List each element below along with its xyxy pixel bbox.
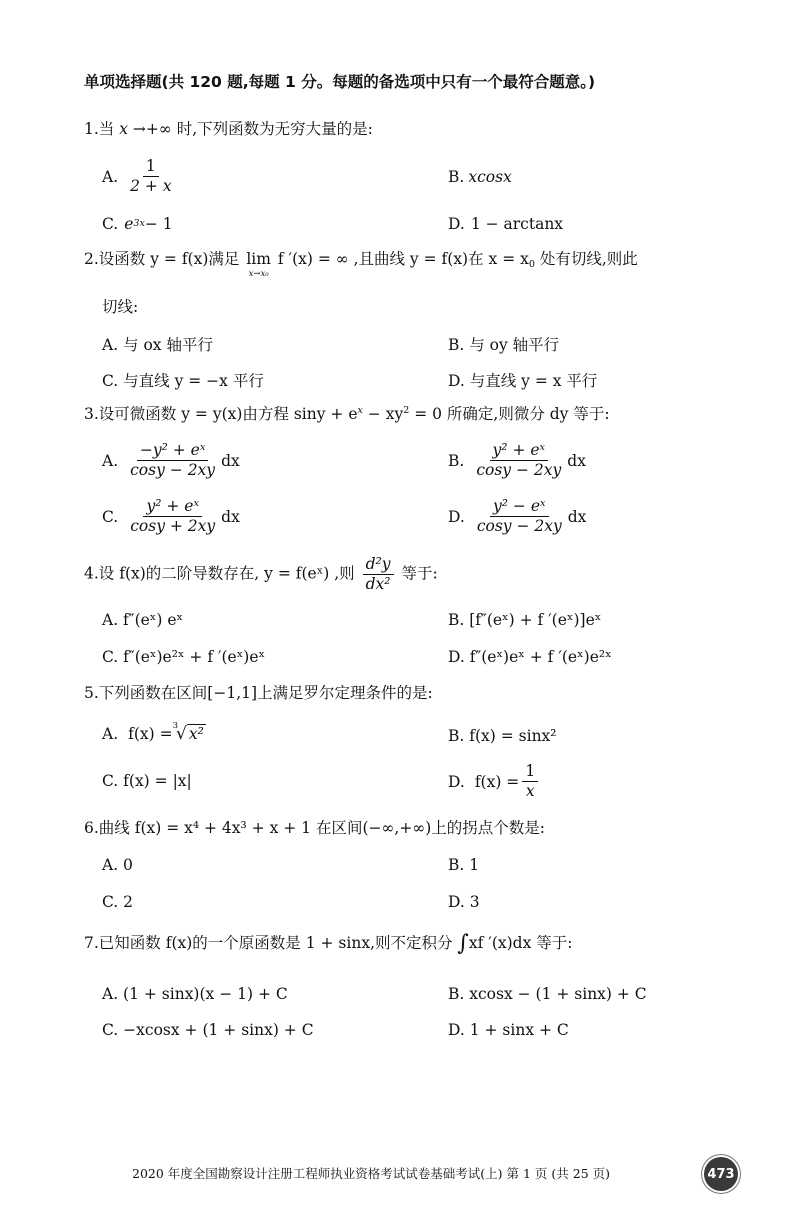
option-a[interactable]: A. f″(eˣ) eˣ <box>102 611 184 629</box>
option-c[interactable]: C. −xcosx + (1 + sinx) + C <box>102 1021 314 1039</box>
option-c[interactable]: C. 2 <box>102 893 134 911</box>
option-a[interactable]: A. f(x) = 3 √ x² <box>102 721 204 744</box>
option-c[interactable]: C. f(x) = |x| <box>102 772 192 790</box>
page-number-badge: 473 <box>704 1157 738 1191</box>
integral-sign-icon: ∫ <box>457 931 469 957</box>
option-d[interactable]: D. 3 <box>448 893 480 911</box>
question-3: 3.设可微函数 y = y(x)由方程 $\sin y + e^x - xy^2 = 0$ 所确定,则微分 dy 等于: <box>84 405 610 423</box>
derivative-fraction: $\frac{\text{d²y}}{\text{dx²}}$ <box>363 556 394 593</box>
option-b[interactable]: B. 1 <box>448 856 480 874</box>
fraction: $\frac{1}{x}$ <box>522 763 538 800</box>
option-b[interactable]: B. $\frac{\text{y² + eˣ}}{\cos y - 2xy}$ dx <box>448 441 586 480</box>
option-d[interactable]: D. 1 + sinx + C <box>448 1021 569 1039</box>
question-number: 1. <box>84 120 99 138</box>
option-d[interactable]: D. 1 − arctanx <box>448 215 564 233</box>
option-c[interactable]: C. f″(eˣ)e²ˣ + f ′(eˣ)eˣ <box>102 648 266 666</box>
fraction: $\frac{\text{y² − eˣ}}{\cos y - 2xy}$ <box>476 497 562 536</box>
option-b[interactable]: B. [f″(eˣ) + f ′(eˣ)]eˣ <box>448 611 602 629</box>
question-number: 4. <box>84 564 99 583</box>
option-c[interactable]: C. $\frac{\text{y² + eˣ}}{\cos y + 2xy}$ dx <box>102 497 240 536</box>
cube-root: 3 √ x² <box>172 721 204 744</box>
question-number: 7. <box>84 934 99 952</box>
question-4: 4.设 f(x)的二阶导数存在, y = f(eˣ) ,则 $\frac{\text{d²y}}{\text{dx²}}$ 等于: <box>84 555 438 594</box>
question-1: 1.当 x →+∞ 时,下列函数为无穷大量的是: <box>84 120 373 138</box>
option-d[interactable]: D. 与直线 y = x 平行 <box>448 372 598 390</box>
option-a[interactable]: A. $\frac{1}{2 + x}$ <box>102 158 178 195</box>
option-d[interactable]: D. f″(eˣ)eˣ + f ′(eˣ)e²ˣ <box>448 648 612 666</box>
radical-sign-icon: √ <box>176 724 187 744</box>
question-number: 6. <box>84 819 99 837</box>
fraction: $\frac{\text{y² + eˣ}}{\cos y - 2xy}$ <box>476 441 562 480</box>
question-2: 2.设函数 y = f(x)满足 lim x→x₀ f ′(x) = ∞ ,且曲线 y = f(x)在 $x = x_0$ 处有切线,则此 <box>84 250 638 280</box>
fraction: $\frac{\text{y² + eˣ}}{\cos y + 2xy}$ <box>130 497 216 536</box>
option-a[interactable]: A. $\frac{\text{−y² + eˣ}}{\cos y - 2xy}$ dx <box>102 441 240 480</box>
option-b[interactable]: B. xcosx <box>448 168 512 186</box>
question-7: 7.已知函数 f(x)的一个原函数是 1 + sinx,则不定积分 ∫xf ′(x)dx 等于: <box>84 931 573 957</box>
option-c[interactable]: C. 与直线 y = −x 平行 <box>102 372 264 390</box>
section-heading: 单项选择题(共 120 题,每题 1 分。每题的备选项中只有一个最符合题意。) <box>84 73 596 91</box>
question-number: 2. <box>84 250 99 268</box>
option-a[interactable]: A. 与 ox 轴平行 <box>102 336 213 354</box>
option-d[interactable]: D. f(x) = $\frac{1}{x}$ <box>448 763 541 800</box>
limit-operator: lim x→x₀ <box>246 250 271 280</box>
option-b[interactable]: B. 与 oy 轴平行 <box>448 336 560 354</box>
question-5: 5.下列函数在区间[−1,1]上满足罗尔定理条件的是: <box>84 684 433 702</box>
question-6: 6.曲线 f(x) = x⁴ + 4x³ + x + 1 在区间(−∞,+∞)上的拐点个数是: <box>84 819 546 837</box>
option-b[interactable]: B. f(x) = sinx² <box>448 727 557 745</box>
question-number: 3. <box>84 405 99 423</box>
option-d[interactable]: D. $\frac{\text{y² − eˣ}}{\cos y - 2xy}$ dx <box>448 497 587 536</box>
question-number: 5. <box>84 684 99 702</box>
fraction: $\frac{\text{−y² + eˣ}}{\cos y - 2xy}$ <box>130 441 216 480</box>
option-a[interactable]: A. 0 <box>102 856 133 874</box>
question-2-continuation: 切线: <box>102 298 139 316</box>
option-b[interactable]: B. xcosx − (1 + sinx) + C <box>448 985 647 1003</box>
page-footer: 2020 年度全国勘察设计注册工程师执业资格考试试卷基础考试(上) 第 1 页 (共 25 页) <box>132 1166 610 1181</box>
option-a[interactable]: A. (1 + sinx)(x − 1) + C <box>102 985 288 1003</box>
option-c[interactable]: C. e 3x − 1 <box>102 215 173 233</box>
fraction: $\frac{1}{2 + x}$ <box>130 157 172 196</box>
